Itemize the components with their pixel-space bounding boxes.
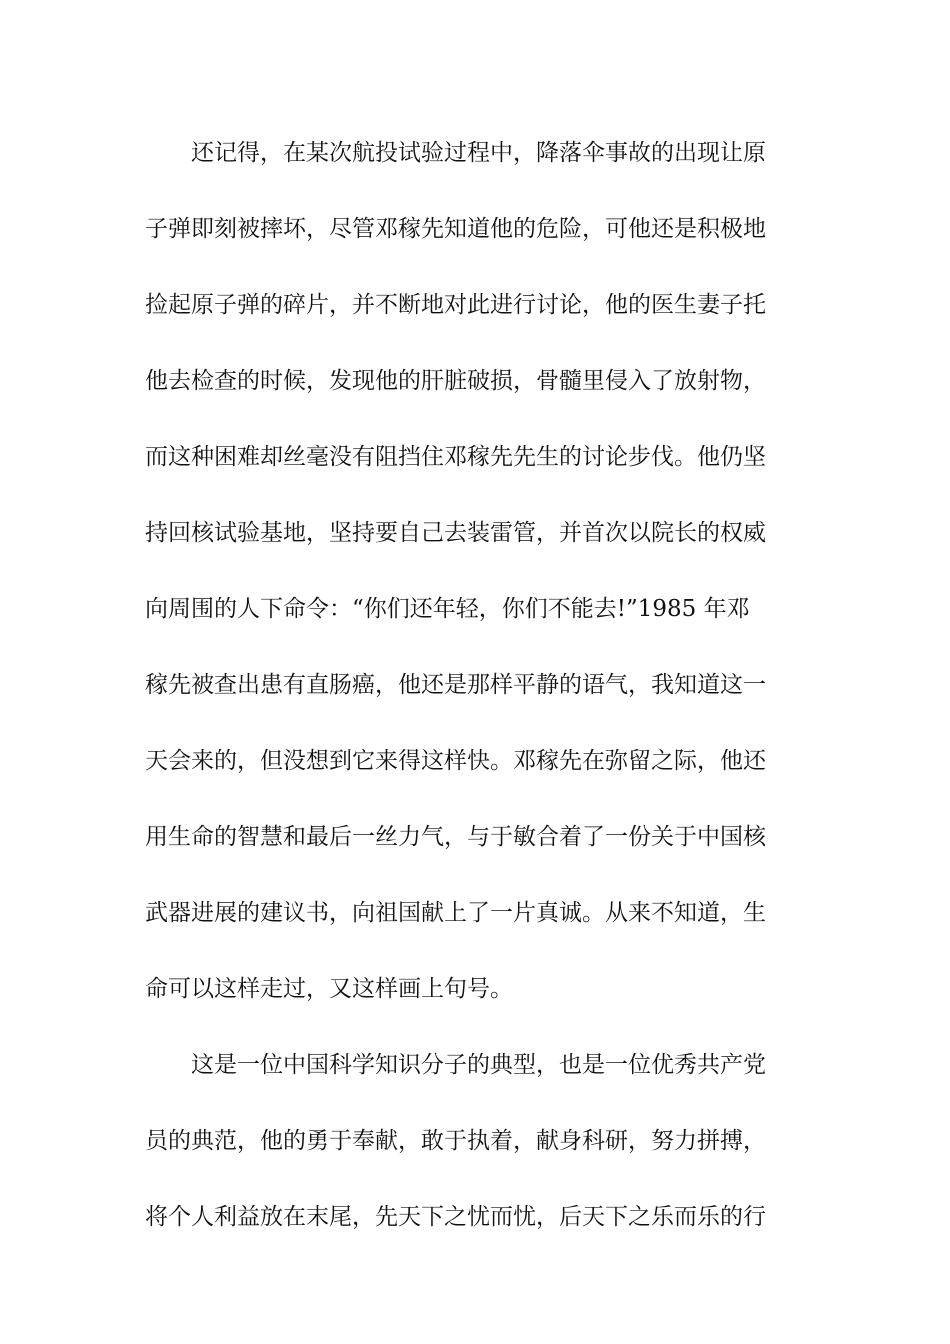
paragraph-line: 还记得，在某次航投试验过程中，降落伞事故的出现让原	[191, 140, 766, 166]
paragraph-2	[145, 1039, 810, 1267]
paragraph-line: 员的典范，他的勇于奉献，敢于执着，献身科研，努力拼搏，	[145, 1128, 766, 1154]
paragraph-line: 稼先被查出患有直肠癌，他还是那样平静的语气，我知道这一	[145, 672, 766, 698]
paragraph-line: 用生命的智慧和最后一丝力气，与于敏合着了一份关于中国核	[145, 824, 766, 850]
paragraph-line: 而这种困难却丝毫没有阻挡住邓稼先先生的讨论步伐。他仍坚	[145, 444, 766, 470]
paragraph-1	[145, 127, 810, 1039]
paragraph-line: 捡起原子弹的碎片，并不断地对此进行讨论，他的医生妻子托	[145, 292, 766, 318]
paragraph-line: 他去检查的时候，发现他的肝脏破损，骨髓里侵入了放射物，	[145, 368, 766, 394]
paragraph-line: 向周围的人下命令：“你们还年轻，你们不能去!”1985 年邓	[145, 596, 750, 622]
paragraph-line: 命可以这样走过，又这样画上句号。	[145, 976, 513, 1002]
body-text	[145, 127, 810, 1267]
paragraph-line: 子弹即刻被摔坏，尽管邓稼先知道他的危险，可他还是积极地	[145, 216, 766, 242]
paragraph-line: 这是一位中国科学知识分子的典型，也是一位优秀共产党	[191, 1052, 766, 1078]
paragraph-line: 天会来的，但没想到它来得这样快。邓稼先在弥留之际，他还	[145, 748, 766, 774]
paragraph-line: 持回核试验基地，坚持要自己去装雷管，并首次以院长的权威	[145, 520, 766, 546]
paragraph-line: 武器进展的建议书，向祖国献上了一片真诚。从来不知道，生	[145, 900, 766, 926]
paragraph-line: 将个人利益放在末尾，先天下之忧而忧，后天下之乐而乐的行	[145, 1204, 766, 1230]
